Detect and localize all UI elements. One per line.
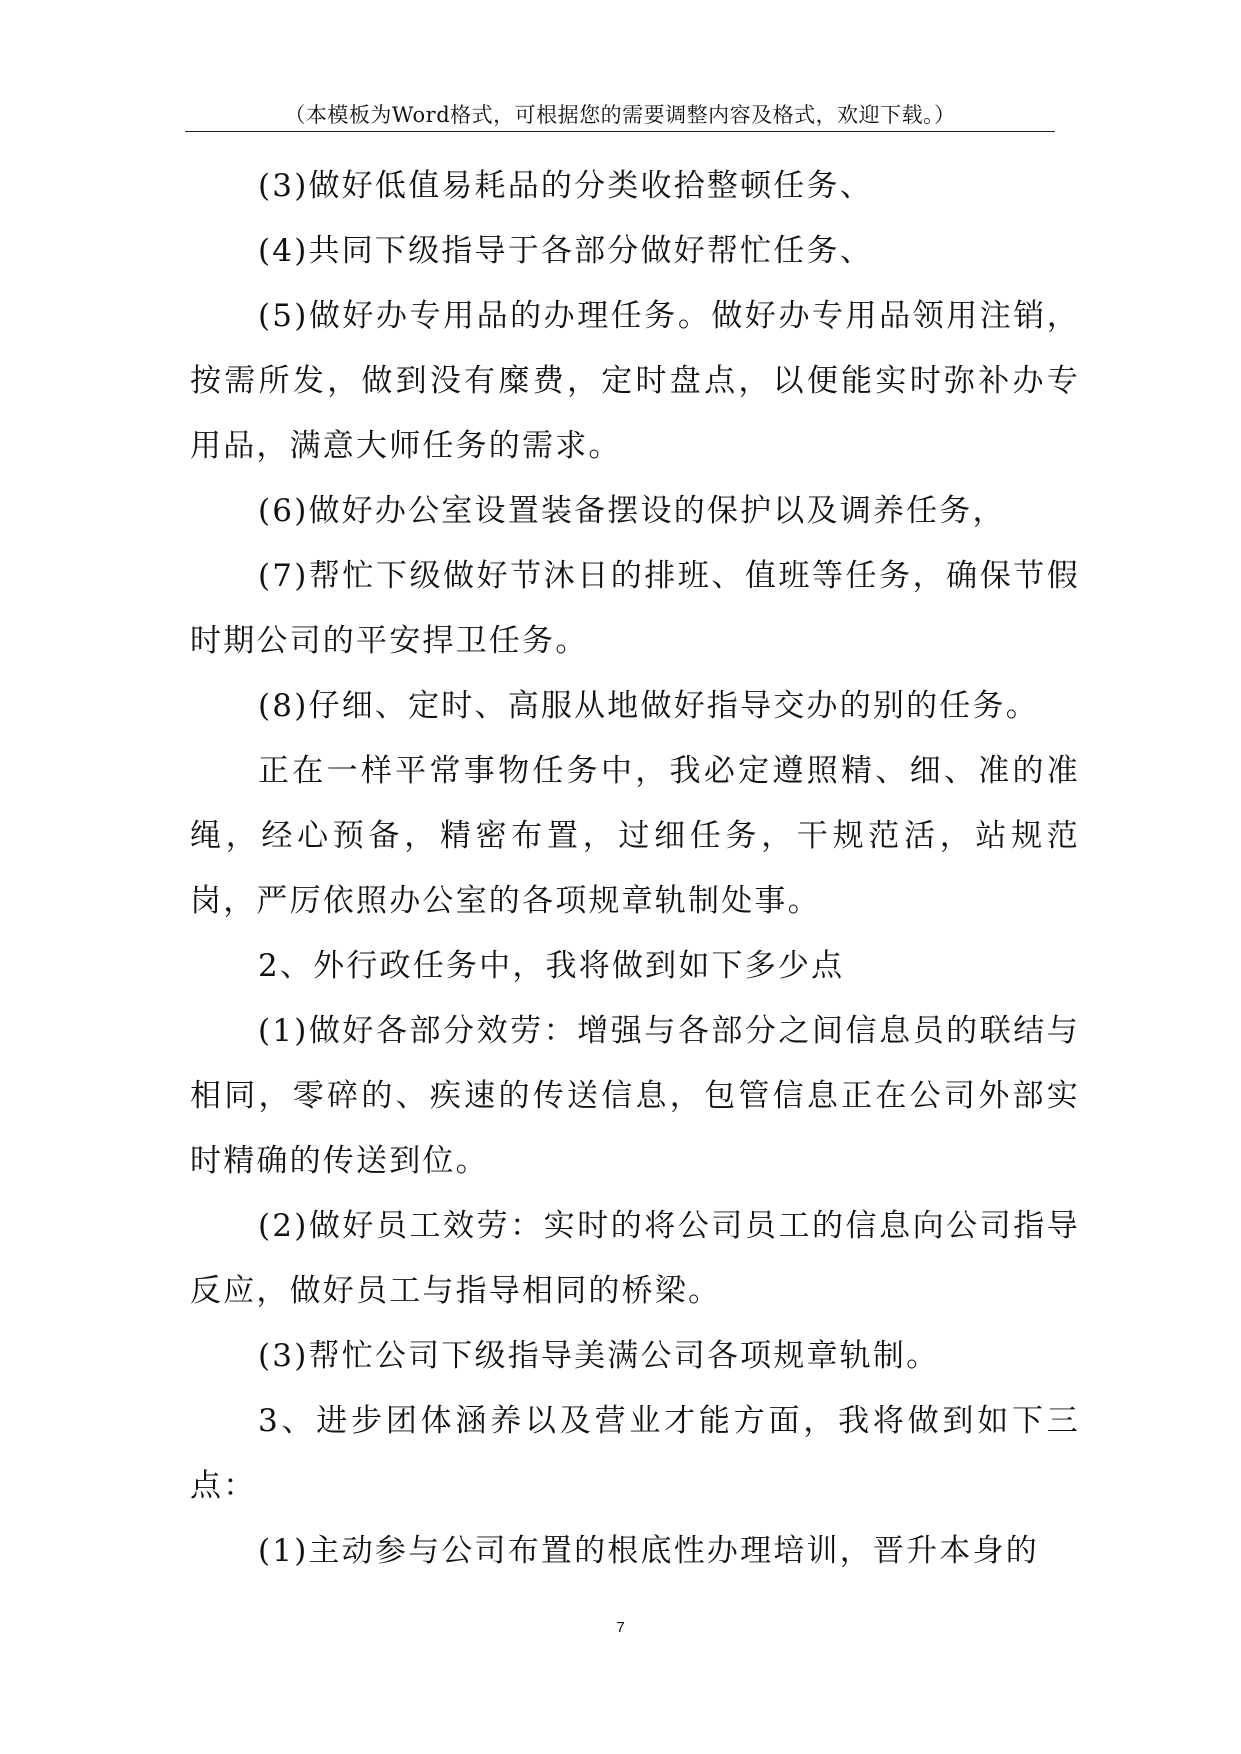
body-paragraph: 正在一样平常事物任务中，我必定遵照精、细、准的准绳，经心预备，精密布置，过细任务，干规范活，站规范岗，严厉依照办公室的各项规章轨制处事。 <box>190 753 1080 919</box>
document-body <box>190 154 1080 1584</box>
body-paragraph: (3)做好低值易耗品的分类收拾整顿任务、 <box>258 168 873 204</box>
body-paragraph: (2)做好员工效劳：实时的将公司员工的信息向公司指导反应，做好员工与指导相同的桥梁。 <box>190 1208 1080 1309</box>
body-paragraph: (8)仔细、定时、高服从地做好指导交办的别的任务。 <box>258 688 1039 724</box>
section-heading: 2、外行政任务中，我将做到如下多少点 <box>258 948 845 984</box>
body-paragraph: (4)共同下级指导于各部分做好帮忙任务、 <box>258 233 873 269</box>
template-notice: （本模板为Word格式，可根据您的需要调整内容及格式，欢迎下载。） <box>284 103 956 127</box>
body-paragraph: (1)主动参与公司布置的根底性办理培训，晋升本身的 <box>258 1533 1039 1569</box>
body-paragraph: (5)做好办专用品的办理任务。做好办专用品领用注销，按需所发，做到没有糜费，定时盘点，以便能实时弥补办专用品，满意大师任务的需求。 <box>190 298 1080 464</box>
page-number: 7 <box>616 1619 625 1636</box>
body-paragraph: (3)帮忙公司下级指导美满公司各项规章轨制。 <box>258 1338 940 1374</box>
section-heading: 3、进步团体涵养以及营业才能方面，我将做到如下三点： <box>190 1403 1080 1504</box>
body-paragraph: (1)做好各部分效劳：增强与各部分之间信息员的联结与相同，零碎的、疾速的传送信息，包管信息正在公司外部实时精确的传送到位。 <box>190 1013 1080 1179</box>
header-divider <box>185 131 1055 132</box>
body-paragraph: (6)做好办公室设置装备摆设的保护以及调养任务， <box>258 493 1006 529</box>
body-paragraph: (7)帮忙下级做好节沐日的排班、值班等任务，确保节假时期公司的平安捍卫任务。 <box>190 558 1080 659</box>
